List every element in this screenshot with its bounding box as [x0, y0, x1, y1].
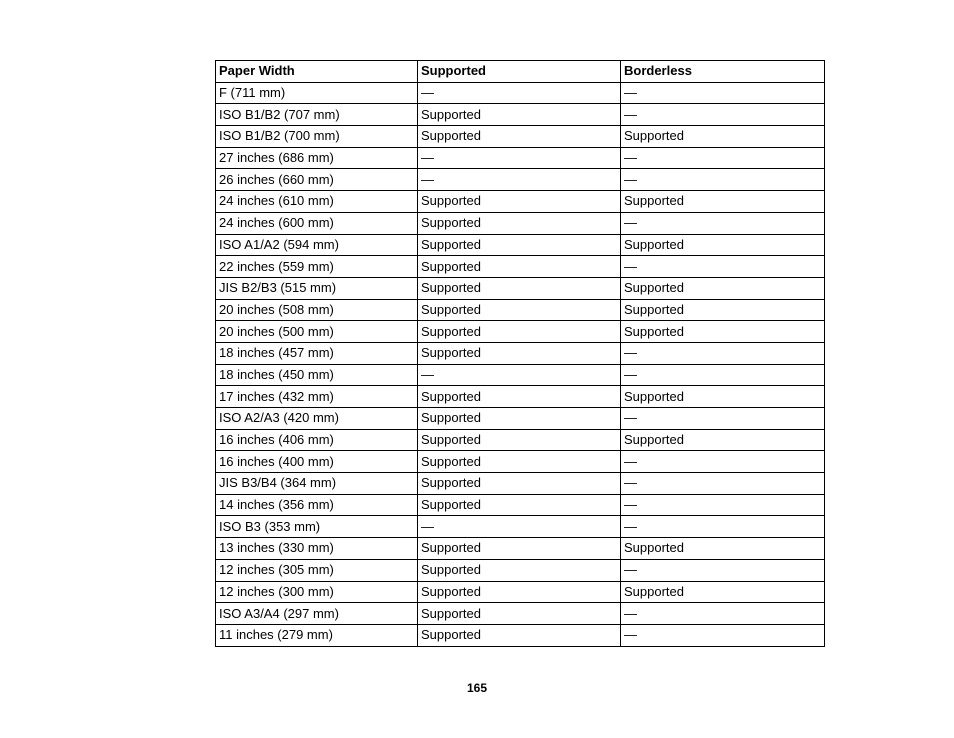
- borderless-cell: —: [621, 451, 825, 473]
- supported-cell: Supported: [418, 299, 621, 321]
- paper-width-cell: ISO B3 (353 mm): [216, 516, 418, 538]
- table-row: [216, 277, 825, 299]
- paper-width-cell: ISO A2/A3 (420 mm): [216, 408, 418, 430]
- table-body: [216, 82, 825, 646]
- paper-width-cell: 18 inches (450 mm): [216, 364, 418, 386]
- borderless-cell: —: [621, 342, 825, 364]
- borderless-cell: —: [621, 364, 825, 386]
- supported-cell: —: [418, 169, 621, 191]
- paper-width-cell: 27 inches (686 mm): [216, 147, 418, 169]
- supported-cell: Supported: [418, 126, 621, 148]
- table-row: [216, 494, 825, 516]
- borderless-cell: Supported: [621, 126, 825, 148]
- borderless-cell: Supported: [621, 277, 825, 299]
- table-row: [216, 191, 825, 213]
- borderless-cell: Supported: [621, 538, 825, 560]
- table-row: [216, 321, 825, 343]
- paper-width-cell: F (711 mm): [216, 82, 418, 104]
- borderless-cell: Supported: [621, 581, 825, 603]
- table-row: [216, 516, 825, 538]
- table-row: [216, 386, 825, 408]
- supported-cell: Supported: [418, 408, 621, 430]
- supported-cell: Supported: [418, 581, 621, 603]
- borderless-cell: —: [621, 603, 825, 625]
- borderless-cell: Supported: [621, 191, 825, 213]
- paper-width-cell: 16 inches (406 mm): [216, 429, 418, 451]
- table-row: [216, 364, 825, 386]
- supported-cell: Supported: [418, 104, 621, 126]
- supported-cell: Supported: [418, 451, 621, 473]
- table-row: [216, 603, 825, 625]
- table-row: [216, 299, 825, 321]
- table-row: [216, 342, 825, 364]
- table-row: [216, 451, 825, 473]
- borderless-cell: —: [621, 147, 825, 169]
- table-row: [216, 169, 825, 191]
- supported-cell: Supported: [418, 386, 621, 408]
- supported-cell: Supported: [418, 624, 621, 646]
- paper-width-cell: ISO A1/A2 (594 mm): [216, 234, 418, 256]
- paper-width-cell: 24 inches (600 mm): [216, 212, 418, 234]
- borderless-cell: Supported: [621, 321, 825, 343]
- paper-width-cell: ISO B1/B2 (707 mm): [216, 104, 418, 126]
- paper-width-cell: 17 inches (432 mm): [216, 386, 418, 408]
- table-row: [216, 581, 825, 603]
- paper-width-cell: ISO B1/B2 (700 mm): [216, 126, 418, 148]
- borderless-cell: —: [621, 212, 825, 234]
- borderless-cell: —: [621, 169, 825, 191]
- table-row: [216, 559, 825, 581]
- paper-width-cell: 13 inches (330 mm): [216, 538, 418, 560]
- supported-cell: —: [418, 516, 621, 538]
- borderless-cell: —: [621, 82, 825, 104]
- paper-width-table: [215, 60, 825, 647]
- supported-cell: Supported: [418, 212, 621, 234]
- borderless-cell: —: [621, 473, 825, 495]
- header-supported: Supported: [418, 61, 621, 83]
- borderless-cell: —: [621, 494, 825, 516]
- supported-cell: Supported: [418, 191, 621, 213]
- borderless-cell: —: [621, 256, 825, 278]
- supported-cell: Supported: [418, 256, 621, 278]
- supported-cell: Supported: [418, 603, 621, 625]
- paper-width-cell: JIS B2/B3 (515 mm): [216, 277, 418, 299]
- table-row: [216, 147, 825, 169]
- supported-cell: Supported: [418, 277, 621, 299]
- borderless-cell: Supported: [621, 429, 825, 451]
- supported-cell: Supported: [418, 234, 621, 256]
- paper-width-cell: JIS B3/B4 (364 mm): [216, 473, 418, 495]
- borderless-cell: —: [621, 559, 825, 581]
- table-row: [216, 212, 825, 234]
- paper-width-cell: ISO A3/A4 (297 mm): [216, 603, 418, 625]
- paper-width-cell: 26 inches (660 mm): [216, 169, 418, 191]
- table-row: [216, 538, 825, 560]
- paper-width-cell: 20 inches (500 mm): [216, 321, 418, 343]
- supported-cell: Supported: [418, 429, 621, 451]
- paper-width-cell: 22 inches (559 mm): [216, 256, 418, 278]
- paper-width-cell: 12 inches (305 mm): [216, 559, 418, 581]
- table-row: [216, 82, 825, 104]
- table-row: [216, 126, 825, 148]
- supported-cell: —: [418, 147, 621, 169]
- table-row: [216, 256, 825, 278]
- paper-width-cell: 18 inches (457 mm): [216, 342, 418, 364]
- supported-cell: Supported: [418, 559, 621, 581]
- borderless-cell: Supported: [621, 234, 825, 256]
- table-row: [216, 234, 825, 256]
- header-borderless: Borderless: [621, 61, 825, 83]
- supported-cell: Supported: [418, 342, 621, 364]
- header-paper-width: Paper Width: [216, 61, 418, 83]
- paper-width-cell: 12 inches (300 mm): [216, 581, 418, 603]
- table-row: [216, 429, 825, 451]
- supported-cell: Supported: [418, 538, 621, 560]
- borderless-cell: —: [621, 624, 825, 646]
- supported-cell: —: [418, 364, 621, 386]
- supported-cell: Supported: [418, 473, 621, 495]
- table-row: [216, 104, 825, 126]
- page-number: 165: [466, 681, 488, 695]
- borderless-cell: —: [621, 408, 825, 430]
- supported-cell: Supported: [418, 494, 621, 516]
- table-row: [216, 624, 825, 646]
- supported-cell: —: [418, 82, 621, 104]
- paper-width-cell: 20 inches (508 mm): [216, 299, 418, 321]
- table-header-row: [216, 61, 825, 83]
- table-row: [216, 473, 825, 495]
- paper-width-cell: 16 inches (400 mm): [216, 451, 418, 473]
- table-row: [216, 408, 825, 430]
- paper-width-cell: 14 inches (356 mm): [216, 494, 418, 516]
- supported-cell: Supported: [418, 321, 621, 343]
- paper-width-cell: 24 inches (610 mm): [216, 191, 418, 213]
- borderless-cell: —: [621, 104, 825, 126]
- borderless-cell: Supported: [621, 299, 825, 321]
- borderless-cell: Supported: [621, 386, 825, 408]
- paper-width-cell: 11 inches (279 mm): [216, 624, 418, 646]
- borderless-cell: —: [621, 516, 825, 538]
